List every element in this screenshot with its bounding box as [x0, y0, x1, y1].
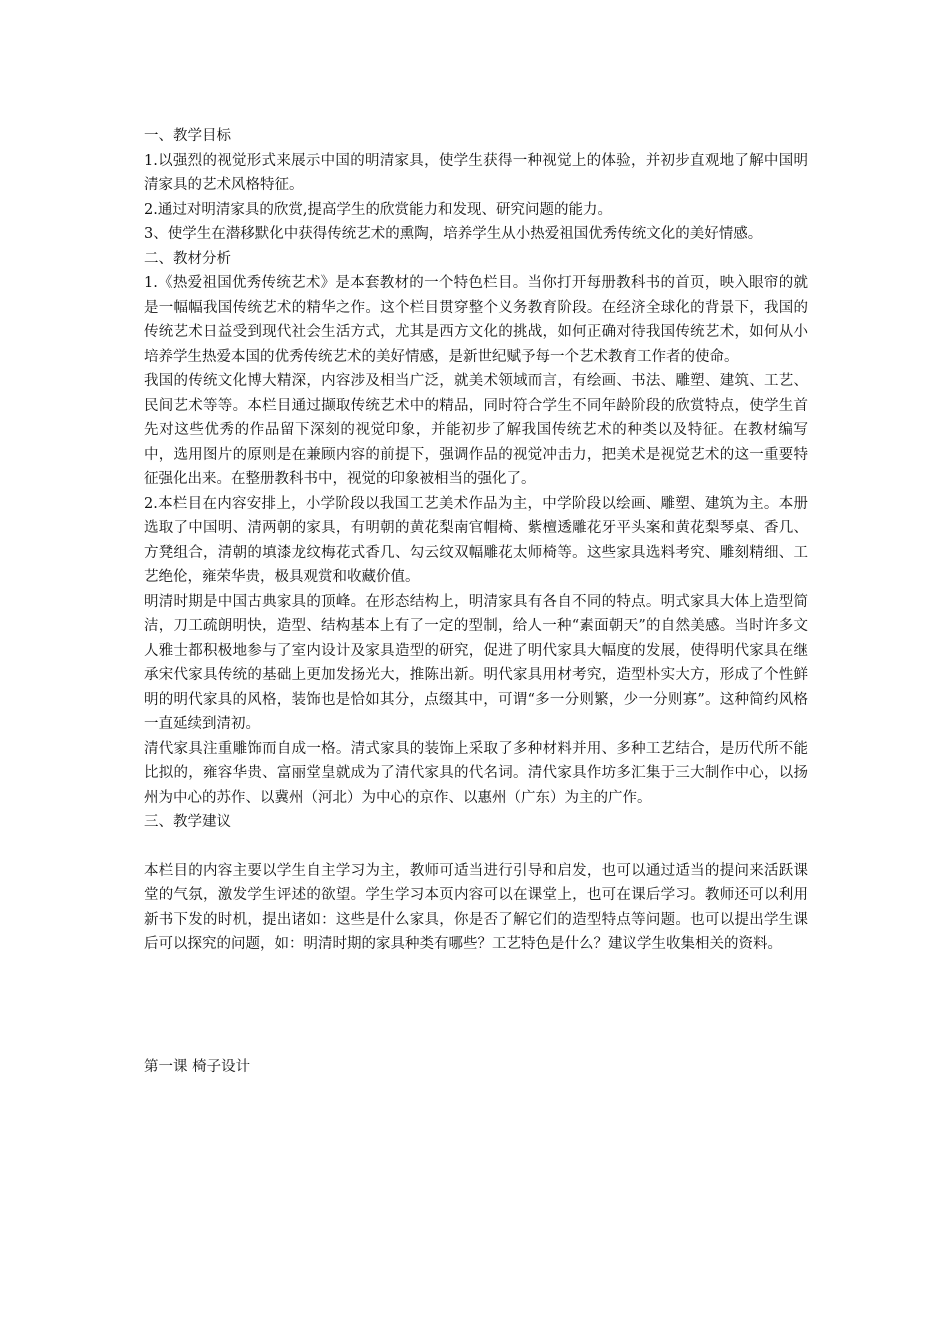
- analysis-paragraph-2: 我国的传统文化博大精深，内容涉及相当广泛，就美术领域而言，有绘画、书法、雕塑、建筑、工艺、民间艺术等等。本栏目通过撷取传统艺术中的精品，同时符合学生不同年龄阶段的欣赏特点，使学生首先对这些优秀的作品留下深刻的视觉印象，并能初步了解我国传统艺术的种类以及特征。在教材编写中，选用图片的原则是在兼顾内容的前提下，强调作品的视觉冲击力，把美术是视觉艺术的这一重要特征强化出来。在整册教科书中，视觉的印象被相当的强化了。: [144, 373, 808, 487]
- lesson-title: 第一课 椅子设计: [144, 1058, 251, 1075]
- document-page: [144, 124, 808, 1079]
- section-heading-teaching-goals: 一、教学目标: [144, 128, 231, 144]
- analysis-paragraph-4: 明清时期是中国古典家具的顶峰。在形态结构上，明清家具有各自不同的特点。明式家具大体上造型简洁，刀工疏朗明快，造型、结构基本上有了一定的型制，给人一种“素面朝天”的自然美感。当时许多文人雅士都积极地参与了室内设计及家具造型的研究，促进了明代家具大幅度的发展，使得明代家具在继承宋代家具传统的基础上更加发扬光大，推陈出新。明代家具用材考究，造型朴实大方，形成了个性鲜明的明代家具的风格，装饰也是恰如其分，点缀其中，可谓“多一分则繁，少一分则寡”。这种简约风格一直延续到清初。: [144, 593, 808, 732]
- goal-item-2: 2.通过对明清家具的欣赏,提高学生的欣赏能力和发现、研究问题的能力。: [144, 201, 612, 218]
- goal-item-3: 3、使学生在潜移默化中获得传统艺术的熏陶，培养学生从小热爱祖国优秀传统文化的美好情感。: [144, 226, 763, 242]
- section-heading-teaching-suggestions: 三、教学建议: [144, 814, 231, 830]
- goal-item-1: 1.以强烈的视觉形式来展示中国的明清家具，使学生获得一种视觉上的体验，并初步直观地了解中国明清家具的艺术风格特征。: [144, 152, 808, 193]
- suggestion-paragraph: 本栏目的内容主要以学生自主学习为主，教师可适当进行引导和启发，也可以通过适当的提问来活跃课堂的气氛，激发学生评述的欲望。学生学习本页内容可以在课堂上，也可在课后学习。教师还可以利用新书下发的时机，提出诸如：这些是什么家具，你是否了解它们的造型特点等问题。也可以提出学生课后可以探究的问题，如：明清时期的家具种类有哪些？工艺特色是什么？建议学生收集相关的资料。: [144, 862, 808, 952]
- blank-line: [144, 835, 808, 859]
- blank-space: [144, 957, 808, 1055]
- analysis-paragraph-1: 1.《热爱祖国优秀传统艺术》是本套教材的一个特色栏目。当你打开每册教科书的首页，映入眼帘的就是一幅幅我国传统艺术的精华之作。这个栏目贯穿整个义务教育阶段。在经济全球化的背景下，我国的传统艺术日益受到现代社会生活方式，尤其是西方文化的挑战，如何正确对待我国传统艺术，如何从小培养学生热爱本国的优秀传统艺术的美好情感，是新世纪赋予每一个艺术教育工作者的使命。: [144, 275, 808, 365]
- analysis-paragraph-5: 清代家具注重雕饰而自成一格。清式家具的装饰上采取了多种材料并用、多种工艺结合，是历代所不能比拟的，雍容华贵、富丽堂皇就成为了清代家具的代名词。清代家具作坊多汇集于三大制作中心，以扬州为中心的苏作、以冀州（河北）为中心的京作、以惠州（广东）为主的广作。: [144, 740, 808, 806]
- section-heading-material-analysis: 二、教材分析: [144, 250, 231, 267]
- analysis-paragraph-3: 2.本栏目在内容安排上，小学阶段以我国工艺美术作品为主，中学阶段以绘画、雕塑、建筑为主。本册选取了中国明、清两朝的家具，有明朝的黄花梨南官帽椅、紫檀透雕花牙平头案和黄花梨琴桌、香几、方凳组合，清朝的填漆龙纹梅花式香几、勾云纹双幅雕花太师椅等。这些家具选料考究、雕刻精细、工艺绝伦，雍荣华贵，极具观赏和收藏价值。: [144, 495, 808, 585]
